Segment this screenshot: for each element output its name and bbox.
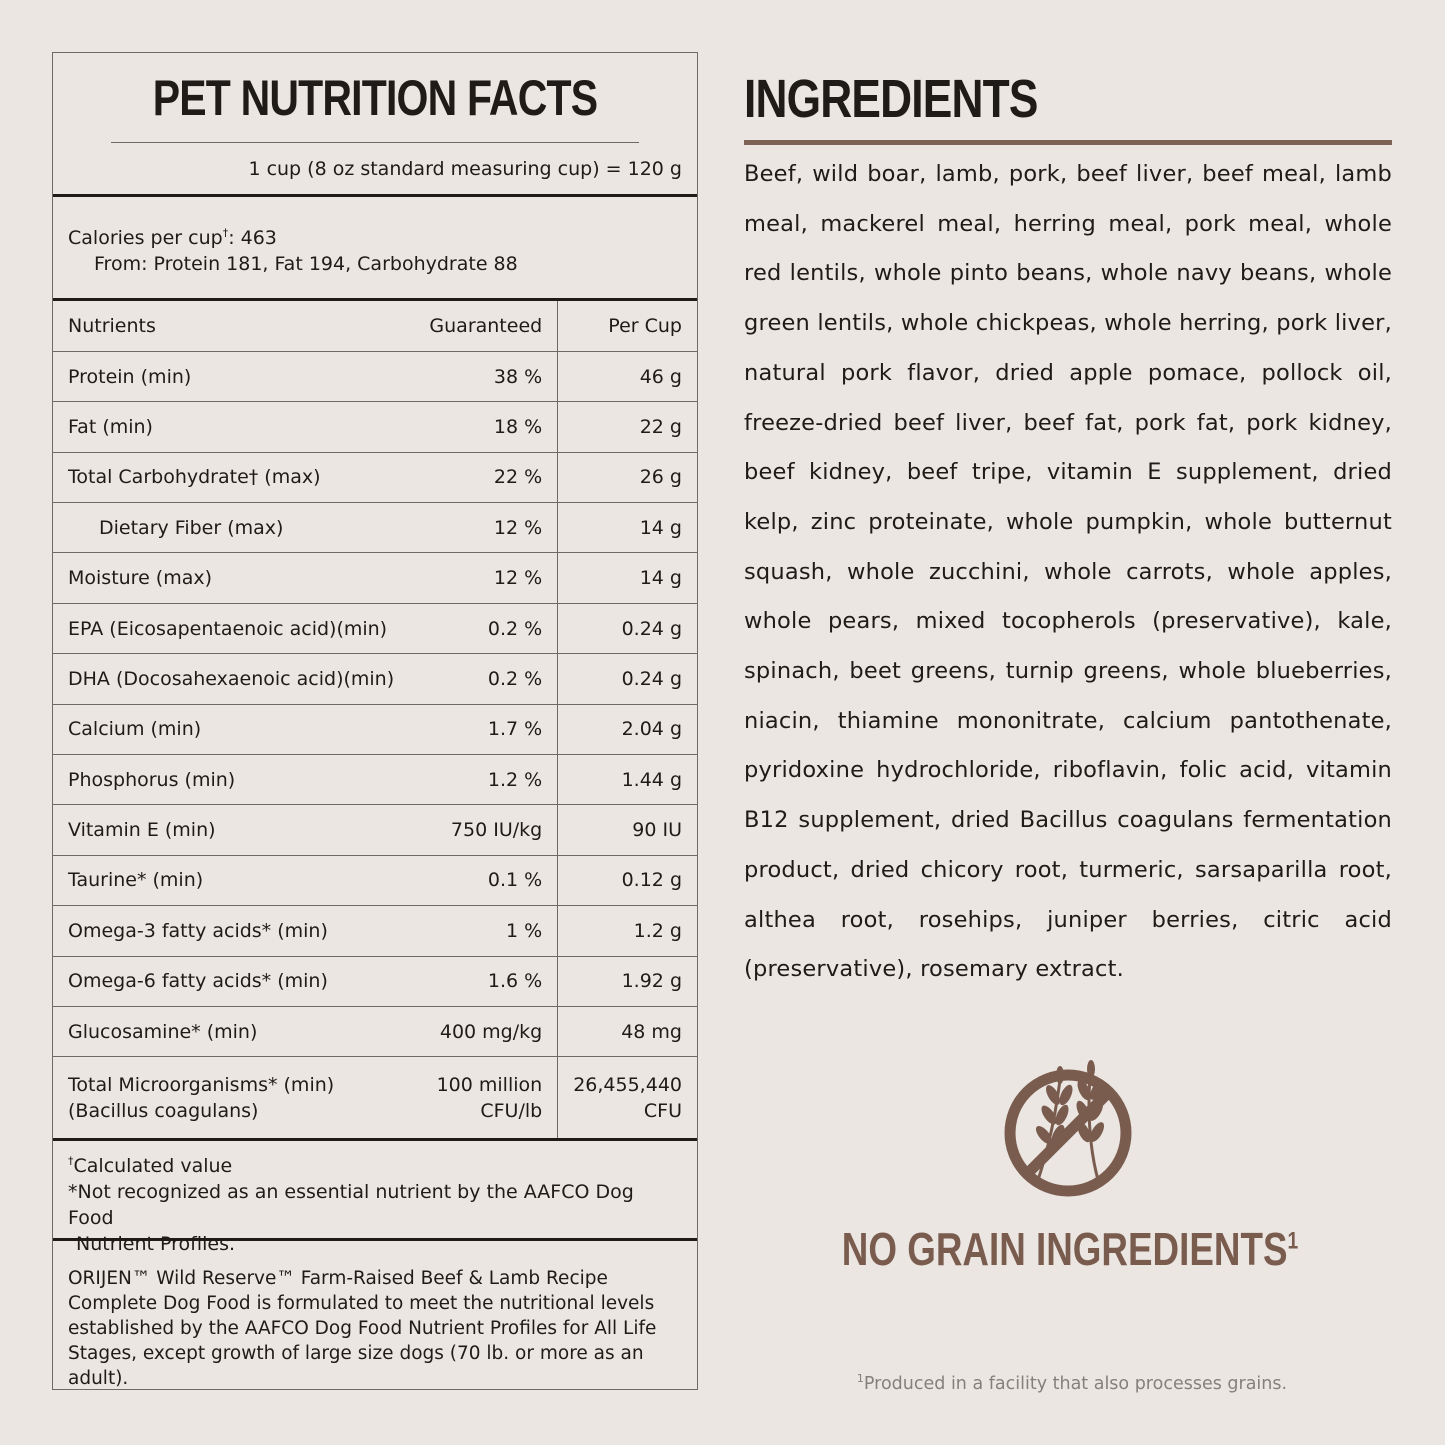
nutrient-name: Moisture (max) [53, 553, 414, 603]
table-row [53, 654, 697, 704]
calories-value: : 463 [228, 227, 277, 249]
nutrient-guaranteed: 18 % [414, 402, 557, 452]
nutrient-guaranteed: 1.2 % [414, 755, 557, 805]
nutrient-guaranteed: 12 % [414, 553, 557, 603]
nutrient-per-cup: 26 g [558, 452, 697, 502]
micro-per-cup-line2: CFU [643, 1099, 682, 1122]
nutrient-name: Fat (min) [53, 402, 414, 452]
nutrient-name: Total Carbohydrate† (max) [53, 452, 414, 502]
nutrient-guaranteed [414, 1057, 557, 1140]
nutrient-guaranteed: 400 mg/kg [414, 1006, 557, 1056]
nutrient-per-cup: 1.44 g [558, 755, 697, 805]
nutrient-guaranteed: 1 % [414, 906, 557, 956]
nutrient-name: Phosphorus (min) [53, 755, 414, 805]
header-nutrients: Nutrients [53, 301, 414, 351]
footnote-calculated-text: Calculated value [73, 1155, 233, 1178]
table-row [53, 603, 697, 653]
facility-note [772, 1374, 1372, 1394]
nutrient-per-cup: 0.24 g [558, 654, 697, 704]
table-row-microorganisms [53, 1057, 697, 1140]
nutrient-per-cup: 1.2 g [558, 906, 697, 956]
nutrient-per-cup: 14 g [558, 503, 697, 553]
header-guaranteed: Guaranteed [414, 301, 557, 351]
nutrient-guaranteed: 0.1 % [414, 855, 557, 905]
nutrient-per-cup: 22 g [558, 402, 697, 452]
footnote-calculated [68, 1153, 682, 1179]
ingredients-title: INGREDIENTS [744, 69, 1038, 129]
nutrient-per-cup: 14 g [558, 553, 697, 603]
nutrient-per-cup: 2.04 g [558, 704, 697, 754]
nutrient-guaranteed: 38 % [414, 351, 557, 401]
table-row [53, 755, 697, 805]
table-row [53, 956, 697, 1006]
nutrient-name: DHA (Docosahexaenoic acid)(min) [53, 654, 414, 704]
calories-line [68, 225, 682, 251]
table-row [53, 906, 697, 956]
nutrient-name: Omega-6 fatty acids* (min) [53, 956, 414, 1006]
facility-note-mark: 1 [856, 1372, 864, 1386]
ingredients-divider [744, 140, 1392, 145]
nutrition-facts-panel [52, 52, 698, 1390]
table-row [53, 553, 697, 603]
micro-name-line1: Total Microorganisms* (min) [68, 1073, 335, 1096]
nutrient-name: Taurine* (min) [53, 855, 414, 905]
micro-name-line2: (Bacillus coagulans) [68, 1099, 259, 1122]
calories-breakdown: From: Protein 181, Fat 194, Carbohydrate 88 [94, 253, 518, 275]
facility-note-text: Produced in a facility that also processes grains. [863, 1374, 1288, 1394]
footnote-aafco-line1: *Not recognized as an essential nutrient by the AAFCO Dog Food [68, 1181, 634, 1230]
nutrient-guaranteed: 1.7 % [414, 704, 557, 754]
footnote-aafco-line2: Nutrient Profiles. [76, 1233, 236, 1256]
table-row [53, 1006, 697, 1056]
table-row [53, 351, 697, 401]
nutrient-per-cup [558, 1057, 697, 1140]
table-row [53, 805, 697, 855]
micro-guaranteed-line2: CFU/lb [480, 1099, 543, 1122]
calories-dagger: † [222, 226, 229, 240]
footnotes [53, 1141, 697, 1256]
nutrient-per-cup: 0.24 g [558, 603, 697, 653]
header-per-cup: Per Cup [558, 301, 697, 351]
nutrient-name: Vitamin E (min) [53, 805, 414, 855]
no-grain-superscript: 1 [1287, 1227, 1299, 1255]
micro-per-cup-line1: 26,455,440 [573, 1073, 682, 1096]
table-row [53, 855, 697, 905]
micro-guaranteed-line1: 100 million [436, 1073, 543, 1096]
no-grain-icon [998, 1055, 1138, 1205]
nutrient-guaranteed: 0.2 % [414, 603, 557, 653]
nutrient-name: Calcium (min) [53, 704, 414, 754]
table-row [53, 402, 697, 452]
nutrient-per-cup: 1.92 g [558, 956, 697, 1006]
nutrient-guaranteed: 12 % [414, 503, 557, 553]
footnote-dagger: † [68, 1155, 74, 1169]
nutrient-name: EPA (Eicosapentaenoic acid)(min) [53, 603, 414, 653]
no-grain-label-text: NO GRAIN INGREDIENTS [841, 1223, 1288, 1275]
nutrient-name [53, 1057, 414, 1140]
calories-section [53, 197, 697, 301]
nutrient-name: Omega-3 fatty acids* (min) [53, 906, 414, 956]
nutrient-per-cup: 48 mg [558, 1006, 697, 1056]
table-row [53, 704, 697, 754]
nutrient-guaranteed: 750 IU/kg [414, 805, 557, 855]
no-grain-label [838, 1222, 1302, 1276]
nutrients-table [53, 301, 697, 1141]
table-header-row [53, 301, 697, 351]
aafco-statement: ORIJEN™ Wild Reserve™ Farm-Raised Beef & Lamb Recipe Complete Dog Food is formulated to meet the nutritional levels established by the AAFCO Dog Food Nutrient Profiles for All Life Stages, except growth of large size dogs (70 lb. or more as an adult). [68, 1268, 657, 1390]
calories-label: Calories per cup [68, 227, 223, 249]
nutrient-guaranteed: 0.2 % [414, 654, 557, 704]
nutrient-name: Glucosamine* (min) [53, 1006, 414, 1056]
nutrition-title: PET NUTRITION FACTS [111, 53, 639, 143]
table-row [53, 503, 697, 553]
nutrient-name: Dietary Fiber (max) [53, 503, 414, 553]
table-row [53, 452, 697, 502]
nutrient-per-cup: 0.12 g [558, 855, 697, 905]
ingredients-list: Beef, wild boar, lamb, pork, beef liver, beef meal, lamb meal, mackerel meal, herring meal, pork meal, whole red lentils, whole pinto beans, whole navy beans, whole green lentils, whole chickpeas, whole herring, pork liver, natural pork flavor, dried apple pomace, pollock oil, freeze-dried beef liver, beef fat, pork fat, pork kidney, beef kidney, beef tripe, vitamin E supplement, dried kelp, zinc proteinate, whole pumpkin, whole butternut squash, whole zucchini, whole carrots, whole apples, whole pears, mixed tocopherols (preservative), kale, spinach, beet greens, turnip greens, whole blueberries, niacin, thiamine mononitrate, calcium pantothenate, pyridoxine hydrochloride, riboflavin, folic acid, vitamin B12 supplement, dried Bacillus coagulans fermentation product, dried chicory root, turmeric, sarsaparilla root, althea root, rosehips, juniper berries, citric acid (preservative), rosemary extract. [744, 161, 1392, 983]
nutrient-guaranteed: 22 % [414, 452, 557, 502]
nutrient-per-cup: 90 IU [558, 805, 697, 855]
nutrient-per-cup: 46 g [558, 351, 697, 401]
nutrient-name: Protein (min) [53, 351, 414, 401]
nutrient-guaranteed: 1.6 % [414, 956, 557, 1006]
serving-size: 1 cup (8 oz standard measuring cup) = 120 g [53, 143, 697, 197]
